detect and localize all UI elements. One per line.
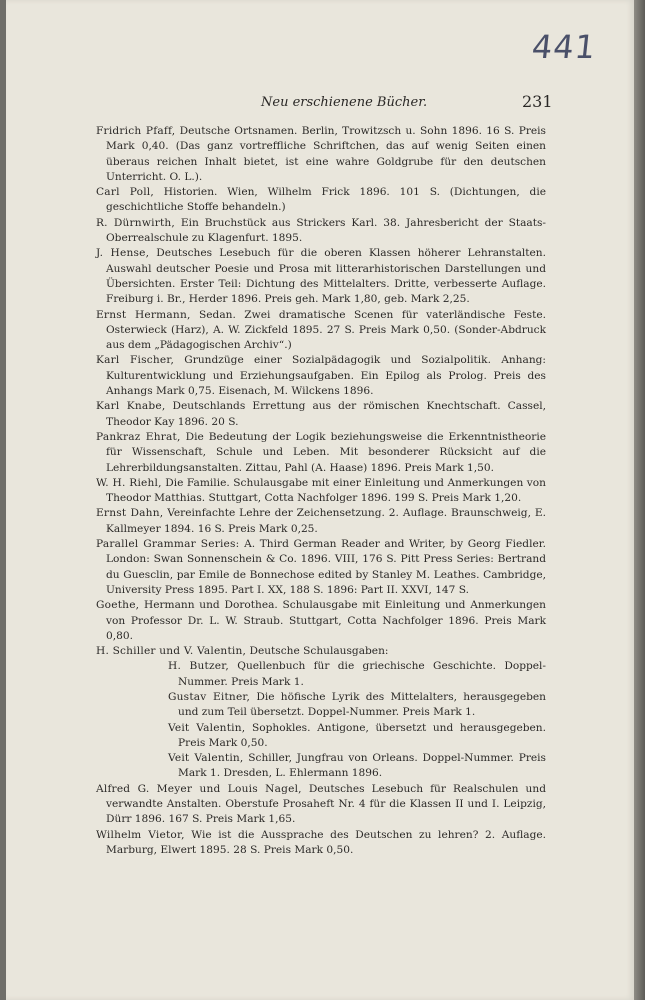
entry-author: Alfred G. Meyer und Louis Nagel, bbox=[96, 782, 302, 795]
entry-author: Ernst Dahn, bbox=[96, 507, 164, 520]
bibliography-entry bbox=[96, 353, 546, 399]
page-edge bbox=[634, 0, 645, 1000]
entry-author: Ernst Hermann, bbox=[96, 308, 191, 321]
bibliography-entry bbox=[96, 537, 546, 598]
entry-text: Wie ist die Aussprache des Deutschen zu lehren? 2. Auflage. Marburg, Elwert 1895. 28 S. Preis Mark 0,50. bbox=[106, 828, 546, 856]
bibliography-sub-entry bbox=[96, 690, 546, 721]
bibliography-entry bbox=[96, 216, 546, 247]
entry-author: R. Dürnwirth, bbox=[96, 216, 176, 229]
entry-text: Deutsche Ortsnamen. Berlin, Trowitzsch u. Sohn 1896. 16 S. Preis Mark 0,40. (Das ganz vortreffliche Schriftchen, das auf wenig Seiten einen überaus reichen Inhalt bietet, ist eine wahre Goldgrube für den deutschen Unterricht. O. L.). bbox=[106, 125, 546, 183]
entry-text: A. Third German Reader and Writer, by Georg Fiedler. London: Swan Sonnenschein & Co. 1896. VIII, 176 S. Pitt Press Series: Bertrand du Guesclin, par Emile de Bonnechose edited by Stanley M. Leathes. Cambridge, University Press 1895. Part I. XX, 188 S. 1896: Part II. XXVI, 147 S. bbox=[106, 538, 546, 596]
entry-text: Ein Bruchstück aus Strickers Karl. 38. Jahresbericht der Staats-Oberrealschule zu Klagenfurt. 1895. bbox=[106, 216, 547, 245]
entry-text: Schiller, Jungfrau von Orleans. Doppel-Nummer. Preis Mark 1. Dresden, L. Ehlermann 1896. bbox=[178, 752, 546, 780]
entry-author: H. Butzer, bbox=[168, 660, 229, 673]
entry-author: W. H. Riehl, bbox=[96, 476, 162, 489]
entry-author: Veit Valentin, bbox=[168, 721, 246, 734]
entry-author: Goethe, bbox=[96, 599, 140, 612]
bibliography-sub-entry bbox=[96, 751, 546, 782]
bibliography-entry bbox=[96, 430, 546, 476]
handwritten-page-number: 441 bbox=[530, 28, 599, 66]
bibliography-entry bbox=[96, 399, 546, 430]
bibliography-entry bbox=[96, 598, 546, 644]
running-head: Neu erschienene Bücher. bbox=[261, 95, 428, 110]
bibliography-entry bbox=[96, 644, 546, 659]
bibliography-entry bbox=[96, 476, 546, 507]
entry-text: Vereinfachte Lehre der Zeichensetzung. 2. Auflage. Braunschweig, E. Kallmeyer 1894. 16 S. Preis Mark 0,25. bbox=[106, 507, 546, 535]
entry-author: J. Hense, bbox=[96, 247, 150, 260]
bibliography-entry bbox=[96, 308, 546, 354]
entry-author: Gustav Eitner, bbox=[168, 690, 251, 703]
entry-text: Sedan. Zwei dramatische Scenen für vaterländische Feste. Osterwieck (Harz), A. W. Zickfeld 1895. 27 S. Preis Mark 0,50. (Sonder-Abdruck aus dem „Pädagogischen Archiv“.) bbox=[106, 308, 546, 352]
entry-text: Die Familie. Schulausgabe mit einer Einleitung und Anmerkungen von Theodor Matthias. Stuttgart, Cotta Nachfolger 1896. 199 S. Preis Mark 1,20. bbox=[106, 476, 546, 505]
entry-author: Karl Knabe, bbox=[96, 400, 166, 413]
entry-text: Deutschlands Errettung aus der römischen Knechtschaft. Cassel, Theodor Kay 1896. 20 S. bbox=[106, 400, 546, 428]
entry-text: Deutsches Lesebuch für Realschulen und verwandte Anstalten. Oberstufe Prosaheft Nr. 4 für die Klassen II und I. Leipzig, Dürr 1896. 167 S. Preis Mark 1,65. bbox=[106, 782, 546, 826]
entry-author: Wilhelm Vietor, bbox=[96, 828, 185, 841]
entry-author: Veit Valentin, bbox=[168, 752, 244, 765]
bibliography-entry bbox=[96, 828, 546, 859]
entry-author: Parallel Grammar Series: bbox=[96, 538, 240, 551]
bibliography-entry bbox=[96, 185, 546, 216]
entry-author: Carl Poll, bbox=[96, 186, 154, 199]
entry-text: Hermann und Dorothea. Schulausgabe mit Einleitung und Anmerkungen von Professor Dr. L. W. Straub. Stuttgart, Cotta Nachfolger 1896. Preis Mark 0,80. bbox=[106, 599, 546, 642]
entry-text: Grundzüge einer Sozialpädagogik und Sozialpolitik. Anhang: Kulturentwicklung und Erziehungsaufgaben. Ein Epilog als Prolog. Preis des Anhangs Mark 0,75. Eisenach, M. Wilckens 1896. bbox=[106, 354, 546, 398]
bibliography-entry bbox=[96, 246, 546, 307]
entry-text: Deutsches Lesebuch für die oberen Klassen höherer Lehranstalten. Auswahl deutscher Poesie und Prosa mit litterarhistorischen Darstellungen und Übersichten. Erster Teil: Dichtung des Mittelalters. Dritte, verbesserte Auflage. Freiburg i. Br., Herder 1896. Preis geh. Mark 1,80, geb. Mark 2,25. bbox=[106, 247, 546, 306]
entry-text: Deutsche Schulausgaben: bbox=[246, 645, 389, 658]
bibliography-entry bbox=[96, 506, 546, 537]
bibliography-entry bbox=[96, 124, 546, 185]
entry-text: Sophokles. Antigone, übersetzt und herausgegeben. Preis Mark 0,50. bbox=[178, 721, 546, 749]
entry-author: Pankraz Ehrat, bbox=[96, 430, 181, 443]
entry-text: Die Bedeutung der Logik beziehungsweise die Erkenntnistheorie für Wissenschaft, Schule und Leben. Mit besonderer Rücksicht auf die Lehrerbildungsanstalten. Zittau, Pahl (A. Haase) 1896. Preis Mark 1,50. bbox=[106, 430, 546, 474]
entry-text: Historien. Wien, Wilhelm Frick 1896. 101 S. (Dichtungen, die geschichtliche Stoffe behandeln.) bbox=[106, 186, 546, 214]
entry-author: Karl Fischer, bbox=[96, 354, 175, 367]
entry-author: Fridrich Pfaff, bbox=[96, 125, 176, 137]
bibliography-entry bbox=[96, 782, 546, 828]
bibliography-sub-entry bbox=[96, 659, 546, 690]
entry-text: Quellenbuch für die griechische Geschichte. Doppel-Nummer. Preis Mark 1. bbox=[178, 660, 546, 688]
page-number: 231 bbox=[522, 92, 553, 111]
book-page bbox=[6, 0, 634, 1000]
entry-text: Die höfische Lyrik des Mittelalters, herausgegeben und zum Teil übersetzt. Doppel-Nummer. Preis Mark 1. bbox=[178, 690, 546, 719]
entry-author: H. Schiller und V. Valentin, bbox=[96, 645, 247, 658]
bibliography-list bbox=[96, 124, 546, 858]
bibliography-sub-entry bbox=[96, 721, 546, 752]
